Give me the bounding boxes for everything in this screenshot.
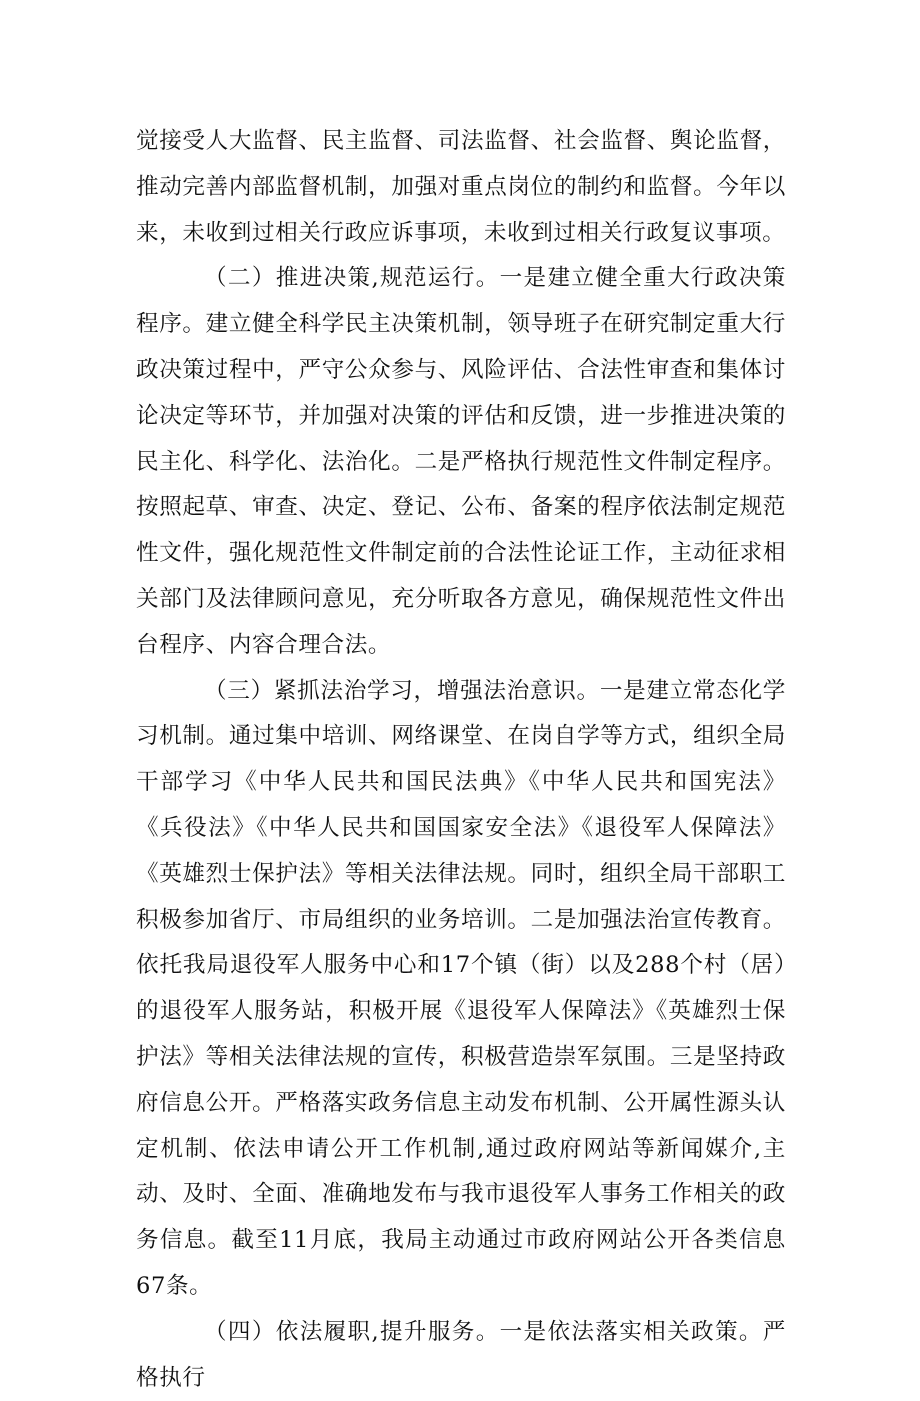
paragraph-legal-study: （三）紧抓法治学习，增强法治意识。一是建立常态化学习机制。通过集中培训、网络课堂、在岗自学等方式，组织全局干部学习《中华人民共和国民法典》《中华人民共和国宪法》《兵役法》《中华人民共和国国家安全法》《退役军人保障法》《英雄烈士保护法》等相关法律法规。同时，组织全局干部职工积极参加省厅、市局组织的业务培训。二是加强法治宣传教育。依托我局退役军人服务中心和17个镇（街）以及288个村（居）的退役军人服务站，积极开展《退役军人保障法》《英雄烈士保护法》等相关法律法规的宣传，积极营造崇军氛围。三是坚持政府信息公开。严格落实政务信息主动发布机制、公开属性源头认定机制、依法申请公开工作机制,通过政府网站等新闻媒介,主动、及时、全面、准确地发布与我市退役军人事务工作相关的政务信息。截至11月底，我局主动通过市政府网站公开各类信息67条。 <box>136 677 786 1299</box>
paragraph-supervision: 觉接受人大监督、民主监督、司法监督、社会监督、舆论监督，推动完善内部监督机制，加强对重点岗位的制约和监督。今年以来，未收到过相关行政应诉事项，未收到过相关行政复议事项。 <box>136 128 786 246</box>
paragraph-decision-making: （二）推进决策,规范运行。一是建立健全重大行政决策程序。建立健全科学民主决策机制，领导班子在研究制定重大行政决策过程中，严守公众参与、风险评估、合法性审查和集体讨论决定等环节，并加强对决策的评估和反馈，进一步推进决策的民主化、科学化、法治化。二是严格执行规范性文件制定程序。按照起草、审查、决定、登记、公布、备案的程序依法制定规范性文件，强化规范性文件制定前的合法性论证工作，主动征求相关部门及法律顾问意见，充分听取各方意见，确保规范性文件出台程序、内容合理合法。 <box>136 265 786 658</box>
paragraph-lawful-duties: （四）依法履职,提升服务。一是依法落实相关政策。严格执行 <box>136 1318 786 1391</box>
document-body <box>136 119 786 1401</box>
